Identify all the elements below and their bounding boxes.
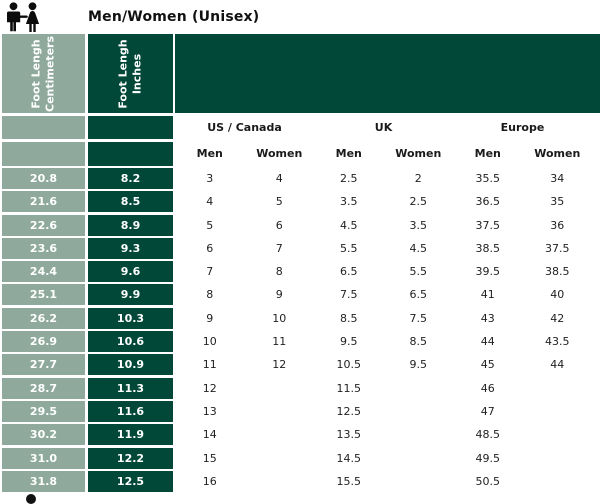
us-women-value (245, 401, 315, 422)
eu-women-value: 43.5 (545, 335, 570, 349)
title-band (0, 0, 600, 33)
eu-women-value: 42 (550, 311, 565, 325)
uk-women-value (384, 448, 454, 469)
us-women-value: 5 (275, 195, 283, 209)
us-women-value: 6 (275, 218, 283, 232)
eu-men-value: 47 (480, 404, 495, 418)
cm-value-cell: 26.2 (2, 308, 85, 329)
uk-men-value: 3.5 (340, 195, 358, 209)
cm-value-cell: 28.7 (2, 378, 85, 399)
eu-men-value: 50.5 (475, 474, 500, 488)
table-row (0, 401, 600, 422)
partial-figure-icon (26, 494, 36, 504)
us-women-value: 4 (275, 172, 283, 185)
uk-women-value (384, 424, 454, 445)
us-women-value: 8 (275, 265, 283, 279)
table-row (0, 424, 600, 445)
subheader-uk-men: Men (335, 147, 362, 160)
us-women-value (245, 471, 315, 492)
cm-spacer-cell (2, 116, 85, 139)
table-row (0, 308, 600, 329)
eu-women-value (523, 401, 593, 422)
eu-women-value: 37.5 (545, 241, 570, 255)
eu-men-value: 49.5 (475, 451, 500, 465)
us-men-value: 10 (202, 335, 217, 349)
table-row (0, 168, 600, 189)
region-header-row (0, 116, 600, 139)
eu-men-value: 36.5 (475, 195, 500, 209)
cm-value-cell: 20.8 (2, 168, 85, 189)
table-row (0, 261, 600, 282)
eu-women-value: 44 (550, 358, 565, 372)
us-women-value: 12 (272, 358, 287, 372)
uk-women-value: 5.5 (409, 265, 427, 279)
table-row (0, 215, 600, 236)
us-men-value: 15 (202, 451, 217, 465)
us-men-value: 9 (206, 311, 214, 325)
cm-value-cell: 27.7 (2, 354, 85, 375)
inches-value-cell: 9.3 (88, 238, 173, 259)
eu-women-value (523, 378, 593, 399)
cm-value-cell: 29.5 (2, 401, 85, 422)
subheader-us-women: Women (256, 147, 303, 160)
inches-value-cell: 10.9 (88, 354, 173, 375)
us-men-value: 6 (206, 241, 214, 255)
page-title: Men/Women (Unisex) (88, 8, 260, 25)
uk-women-value: 3.5 (409, 218, 427, 232)
cm-value-cell: 24.4 (2, 261, 85, 282)
us-women-value: 10 (272, 311, 287, 325)
uk-men-value: 13.5 (336, 428, 361, 442)
eu-women-value (523, 448, 593, 469)
uk-men-value: 12.5 (336, 404, 361, 418)
cm-header-cell (2, 34, 85, 113)
uk-men-value: 14.5 (336, 451, 361, 465)
cm-spacer-cell (2, 142, 85, 166)
us-women-value: 9 (275, 288, 283, 302)
inches-spacer-cell (88, 116, 173, 139)
uk-men-value: 8.5 (340, 311, 358, 325)
inches-header-cell (88, 34, 173, 113)
table-row (0, 471, 600, 492)
eu-women-value (523, 471, 593, 492)
inches-value-cell: 10.6 (88, 331, 173, 352)
gender-header-row (0, 142, 600, 166)
us-men-value: 11 (202, 358, 217, 372)
uk-women-value (384, 401, 454, 422)
green-banner (175, 34, 600, 113)
us-women-value (245, 378, 315, 399)
uk-women-value: 2 (414, 172, 422, 185)
us-men-value: 4 (206, 195, 214, 209)
us-men-value: 13 (202, 404, 217, 418)
uk-women-value (384, 378, 454, 399)
us-men-value: 14 (202, 428, 217, 442)
table-row (0, 354, 600, 375)
eu-men-value: 48.5 (475, 428, 500, 442)
inches-value-cell: 8.9 (88, 215, 173, 236)
eu-men-value: 39.5 (475, 265, 500, 279)
uk-women-value (384, 471, 454, 492)
us-men-value: 8 (206, 288, 214, 302)
table-header-band (0, 34, 600, 113)
cm-value-cell: 26.9 (2, 331, 85, 352)
subheader-us-men: Men (196, 147, 223, 160)
uk-women-value: 7.5 (409, 311, 427, 325)
us-women-value: 11 (272, 335, 287, 349)
inches-value-cell: 11.9 (88, 424, 173, 445)
cm-value-cell: 30.2 (2, 424, 85, 445)
uk-men-value: 11.5 (336, 381, 361, 395)
uk-men-value: 5.5 (340, 241, 358, 255)
us-women-value (245, 448, 315, 469)
uk-men-value: 4.5 (340, 218, 358, 232)
uk-men-value: 15.5 (336, 474, 361, 488)
table-row (0, 238, 600, 259)
table-body (0, 168, 600, 492)
cm-value-cell: 31.0 (2, 448, 85, 469)
inches-value-cell: 9.9 (88, 284, 173, 305)
inches-value-cell: 10.3 (88, 308, 173, 329)
eu-men-value: 43 (480, 311, 495, 325)
uk-women-value: 6.5 (409, 288, 427, 302)
us-men-value: 7 (206, 265, 214, 279)
inches-value-cell: 8.5 (88, 191, 173, 212)
cm-value-cell: 21.6 (2, 191, 85, 212)
cm-value-cell: 25.1 (2, 284, 85, 305)
inches-value-cell: 11.6 (88, 401, 173, 422)
us-men-value: 12 (202, 381, 217, 395)
table-row (0, 378, 600, 399)
uk-men-value: 10.5 (336, 358, 361, 372)
table-row (0, 448, 600, 469)
cm-value-cell: 23.6 (2, 238, 85, 259)
eu-women-value: 36 (550, 218, 565, 232)
uk-men-value: 2.5 (340, 172, 358, 185)
eu-women-value: 35 (550, 195, 565, 209)
inches-header-label: Foot Lengh Inches (116, 38, 144, 109)
inches-spacer-cell (88, 142, 173, 166)
eu-women-value: 34 (550, 172, 565, 185)
us-men-value: 16 (202, 474, 217, 488)
table-row (0, 331, 600, 352)
group-header-europe: Europe (500, 121, 545, 134)
us-women-value: 7 (275, 241, 283, 255)
table-row (0, 191, 600, 212)
eu-women-value: 40 (550, 288, 565, 302)
eu-men-value: 44 (480, 335, 495, 349)
man-woman-unisex-icon (4, 2, 46, 32)
eu-men-value: 35.5 (475, 172, 500, 185)
subheader-eu-women: Women (534, 147, 581, 160)
inches-value-cell: 9.6 (88, 261, 173, 282)
uk-men-value: 6.5 (340, 265, 358, 279)
uk-men-value: 9.5 (340, 335, 358, 349)
cm-header-label: Foot Lengh Centimeters (29, 35, 57, 112)
uk-women-value: 9.5 (409, 358, 427, 372)
us-women-value (245, 424, 315, 445)
eu-men-value: 46 (480, 381, 495, 395)
us-men-value: 5 (206, 218, 214, 232)
eu-men-value: 41 (480, 288, 495, 302)
uk-men-value: 7.5 (340, 288, 358, 302)
inches-value-cell: 12.5 (88, 471, 173, 492)
eu-women-value (523, 424, 593, 445)
inches-value-cell: 8.2 (88, 168, 173, 189)
table-row (0, 284, 600, 305)
eu-men-value: 38.5 (475, 241, 500, 255)
inches-value-cell: 12.2 (88, 448, 173, 469)
eu-men-value: 45 (480, 358, 495, 372)
subheader-eu-men: Men (474, 147, 501, 160)
subheader-uk-women: Women (395, 147, 442, 160)
uk-women-value: 2.5 (409, 195, 427, 209)
us-men-value: 3 (206, 172, 214, 185)
group-header-us-canada: US / Canada (207, 121, 282, 134)
group-header-uk: UK (374, 121, 393, 134)
eu-men-value: 37.5 (475, 218, 500, 232)
inches-value-cell: 11.3 (88, 378, 173, 399)
uk-women-value: 4.5 (409, 241, 427, 255)
uk-women-value: 8.5 (409, 335, 427, 349)
eu-women-value: 38.5 (545, 265, 570, 279)
cm-value-cell: 31.8 (2, 471, 85, 492)
cm-value-cell: 22.6 (2, 215, 85, 236)
